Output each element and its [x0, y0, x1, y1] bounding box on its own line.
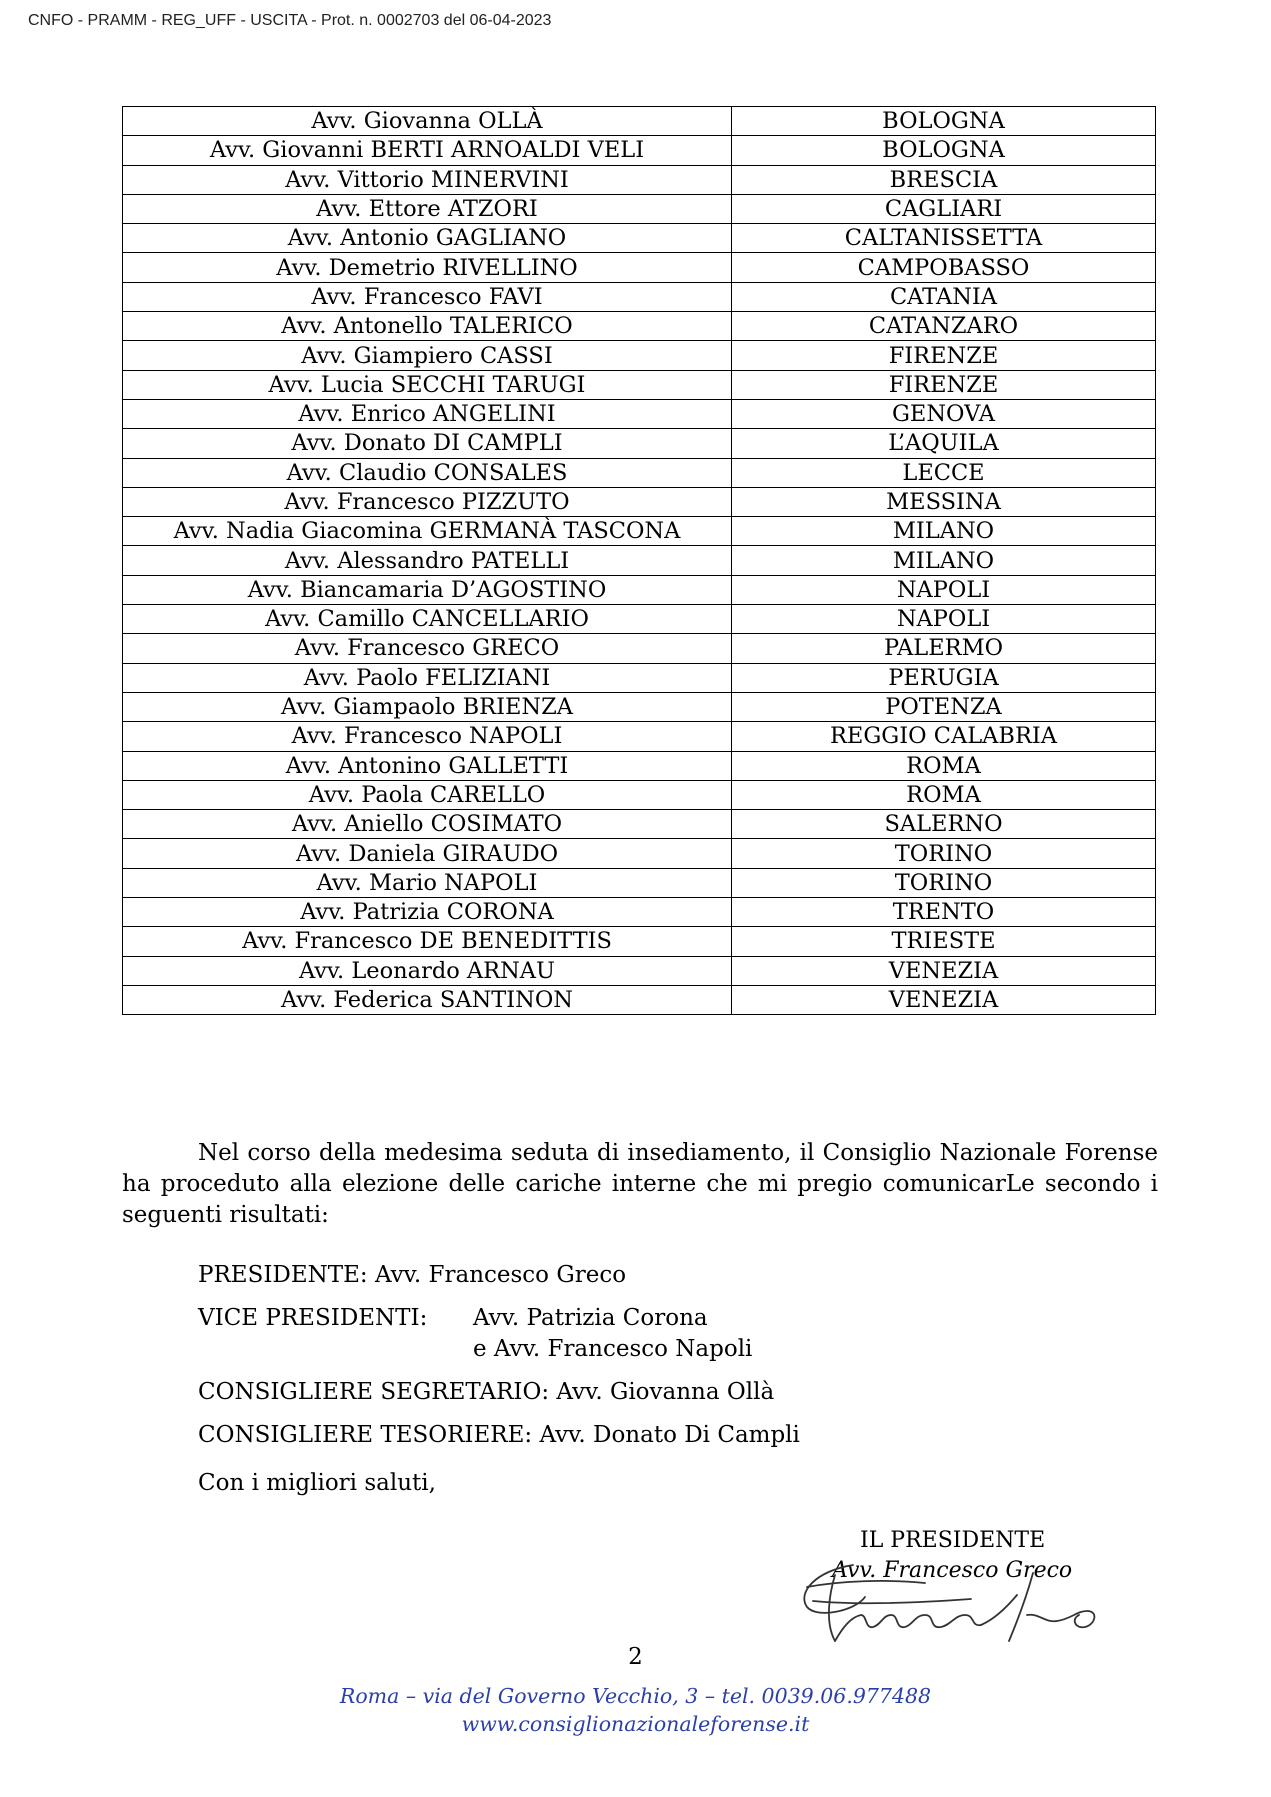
office-secretary: CONSIGLIERE SEGRETARIO: Avv. Giovanna Ollà: [198, 1379, 775, 1405]
table-row: [123, 546, 1156, 575]
member-name-cell: Avv. Mario NAPOLI: [123, 868, 732, 897]
table-row: [123, 956, 1156, 985]
member-city-cell: BOLOGNA: [732, 136, 1156, 165]
member-name-cell: Avv. Aniello COSIMATO: [123, 810, 732, 839]
office-treasurer: CONSIGLIERE TESORIERE: Avv. Donato Di Campli: [198, 1422, 800, 1448]
member-name-cell: Avv. Lucia SECCHI TARUGI: [123, 370, 732, 399]
member-city-cell: NAPOLI: [732, 605, 1156, 634]
member-city-cell: TRIESTE: [732, 927, 1156, 956]
member-name-cell: Avv. Nadia Giacomina GERMANÀ TASCONA: [123, 517, 732, 546]
member-name-cell: Avv. Biancamaria D’AGOSTINO: [123, 575, 732, 604]
member-city-cell: FIRENZE: [732, 341, 1156, 370]
table-row: [123, 839, 1156, 868]
signature-title: IL PRESIDENTE: [860, 1528, 1046, 1553]
table-row: [123, 107, 1156, 136]
member-name-cell: Avv. Giampiero CASSI: [123, 341, 732, 370]
member-city-cell: MESSINA: [732, 487, 1156, 516]
member-name-cell: Avv. Antonio GAGLIANO: [123, 224, 732, 253]
office-vice-1: Avv. Patrizia Corona: [473, 1305, 708, 1331]
table-row: [123, 165, 1156, 194]
member-name-cell: Avv. Claudio CONSALES: [123, 458, 732, 487]
table-row: [123, 370, 1156, 399]
table-row: [123, 224, 1156, 253]
member-city-cell: MILANO: [732, 546, 1156, 575]
member-city-cell: GENOVA: [732, 399, 1156, 428]
member-city-cell: TORINO: [732, 839, 1156, 868]
member-city-cell: CAGLIARI: [732, 194, 1156, 223]
member-city-cell: ROMA: [732, 780, 1156, 809]
signature-name: Avv. Francesco Greco: [832, 1558, 1073, 1583]
member-city-cell: SALERNO: [732, 810, 1156, 839]
table-row: [123, 985, 1156, 1014]
table-row: [123, 810, 1156, 839]
member-city-cell: PERUGIA: [732, 663, 1156, 692]
member-name-cell: Avv. Giovanni BERTI ARNOALDI VELI: [123, 136, 732, 165]
footer: [0, 1682, 1271, 1738]
member-city-cell: POTENZA: [732, 692, 1156, 721]
table-row: [123, 722, 1156, 751]
member-city-cell: CATANIA: [732, 282, 1156, 311]
table-row: [123, 487, 1156, 516]
election-paragraph-text: Nel corso della medesima seduta di insediamento, il Consiglio Nazionale Forense ha proceduto alla elezione delle cariche interne che mi pregio comunicarLe secondo i seguenti risultati:: [122, 1140, 1158, 1228]
member-city-cell: NAPOLI: [732, 575, 1156, 604]
table-row: [123, 663, 1156, 692]
member-name-cell: Avv. Vittorio MINERVINI: [123, 165, 732, 194]
member-name-cell: Avv. Francesco NAPOLI: [123, 722, 732, 751]
member-city-cell: VENEZIA: [732, 985, 1156, 1014]
member-city-cell: MILANO: [732, 517, 1156, 546]
member-city-cell: CAMPOBASSO: [732, 253, 1156, 282]
member-name-cell: Avv. Francesco DE BENEDITTIS: [123, 927, 732, 956]
table-row: [123, 692, 1156, 721]
member-name-cell: Avv. Daniela GIRAUDO: [123, 839, 732, 868]
closing-greeting: Con i migliori saluti,: [198, 1470, 436, 1496]
table-row: [123, 898, 1156, 927]
table-row: [123, 282, 1156, 311]
member-name-cell: Avv. Federica SANTINON: [123, 985, 732, 1014]
footer-website[interactable]: www.consiglionazionaleforense.it: [461, 1712, 810, 1736]
member-city-cell: BRESCIA: [732, 165, 1156, 194]
table-row: [123, 517, 1156, 546]
protocol-header: CNFO - PRAMM - REG_UFF - USCITA - Prot. n. 0002703 del 06-04-2023: [28, 12, 552, 29]
table-row: [123, 634, 1156, 663]
member-city-cell: PALERMO: [732, 634, 1156, 663]
member-name-cell: Avv. Donato DI CAMPLI: [123, 429, 732, 458]
member-name-cell: Avv. Paola CARELLO: [123, 780, 732, 809]
member-name-cell: Avv. Leonardo ARNAU: [123, 956, 732, 985]
table-row: [123, 341, 1156, 370]
member-city-cell: CATANZARO: [732, 312, 1156, 341]
table-row: [123, 312, 1156, 341]
table-row: [123, 253, 1156, 282]
office-vice-2: e Avv. Francesco Napoli: [473, 1336, 753, 1362]
page-number: 2: [628, 1644, 643, 1670]
member-name-cell: Avv. Enrico ANGELINI: [123, 399, 732, 428]
table-row: [123, 399, 1156, 428]
member-city-cell: CALTANISSETTA: [732, 224, 1156, 253]
member-city-cell: ROMA: [732, 751, 1156, 780]
table-row: [123, 194, 1156, 223]
table-row: [123, 458, 1156, 487]
member-name-cell: Avv. Giampaolo BRIENZA: [123, 692, 732, 721]
member-name-cell: Avv. Camillo CANCELLARIO: [123, 605, 732, 634]
member-name-cell: Avv. Alessandro PATELLI: [123, 546, 732, 575]
table-row: [123, 868, 1156, 897]
member-name-cell: Avv. Demetrio RIVELLINO: [123, 253, 732, 282]
table-row: [123, 605, 1156, 634]
member-city-cell: LECCE: [732, 458, 1156, 487]
table-row: [123, 751, 1156, 780]
member-city-cell: L’AQUILA: [732, 429, 1156, 458]
footer-address: Roma – via del Governo Vecchio, 3 – tel. 0039.06.977488: [339, 1684, 932, 1708]
member-name-cell: Avv. Patrizia CORONA: [123, 898, 732, 927]
member-city-cell: VENEZIA: [732, 956, 1156, 985]
member-name-cell: Avv. Francesco FAVI: [123, 282, 732, 311]
table-row: [123, 780, 1156, 809]
member-city-cell: FIRENZE: [732, 370, 1156, 399]
council-members-table: [122, 106, 1156, 1015]
member-city-cell: TORINO: [732, 868, 1156, 897]
member-name-cell: Avv. Francesco PIZZUTO: [123, 487, 732, 516]
member-name-cell: Avv. Antonino GALLETTI: [123, 751, 732, 780]
member-name-cell: Avv. Ettore ATZORI: [123, 194, 732, 223]
handwritten-signature-icon: [795, 1545, 1125, 1660]
member-city-cell: REGGIO CALABRIA: [732, 722, 1156, 751]
member-name-cell: Avv. Paolo FELIZIANI: [123, 663, 732, 692]
table-row: [123, 575, 1156, 604]
table-row: [123, 136, 1156, 165]
member-name-cell: Avv. Antonello TALERICO: [123, 312, 732, 341]
member-city-cell: TRENTO: [732, 898, 1156, 927]
election-paragraph: [122, 1138, 1158, 1231]
member-name-cell: Avv. Giovanna OLLÀ: [123, 107, 732, 136]
table-row: [123, 429, 1156, 458]
member-name-cell: Avv. Francesco GRECO: [123, 634, 732, 663]
office-president: PRESIDENTE: Avv. Francesco Greco: [198, 1262, 627, 1288]
member-city-cell: BOLOGNA: [732, 107, 1156, 136]
members-table-body: [123, 107, 1156, 1015]
office-vice-label: VICE PRESIDENTI:: [198, 1305, 428, 1331]
table-row: [123, 927, 1156, 956]
